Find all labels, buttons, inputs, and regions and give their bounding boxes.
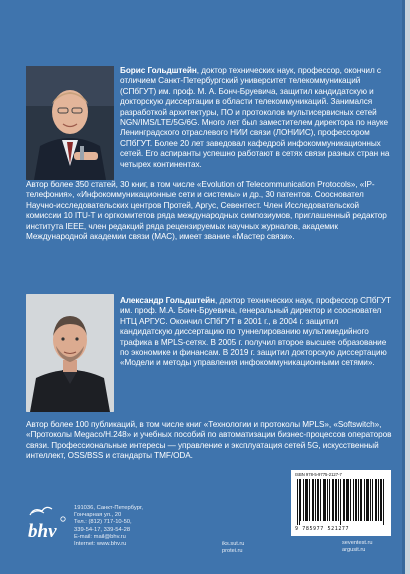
barcode-bar	[378, 479, 379, 521]
address-line: Internet: www.bhv.ru	[74, 541, 127, 548]
barcode-bar	[306, 479, 307, 521]
barcode-bar	[375, 479, 376, 521]
barcode-bar	[299, 479, 300, 525]
author2-bio-bottom	[26, 420, 392, 462]
barcode-digits: 9 785977 521277	[295, 526, 350, 532]
author2-bio-top	[120, 296, 392, 369]
barcode-bar	[356, 479, 357, 521]
address-line: 339-54-17, 339-54-28	[74, 526, 131, 533]
barcode-bar	[303, 479, 304, 521]
barcode-bar	[315, 479, 316, 521]
barcode-bar	[344, 479, 345, 521]
barcode-bar	[336, 479, 337, 521]
bhv-logo-text: bhv	[28, 521, 57, 542]
sites-middle	[222, 541, 244, 555]
barcode-bar	[346, 479, 347, 521]
author1-bio-bottom	[26, 180, 392, 242]
barcode-bar	[313, 479, 314, 521]
isbn-label: ISBN 978-5-9775-2127-7	[295, 472, 342, 477]
barcode-bar	[332, 479, 333, 521]
barcode-bar	[333, 479, 334, 521]
author2-photo	[26, 294, 114, 412]
barcode-bars	[297, 479, 385, 525]
barcode-bar	[307, 479, 308, 521]
barcode-bar	[347, 479, 348, 521]
isbn-barcode	[291, 470, 391, 536]
site-link[interactable]: seventest.ru	[342, 540, 373, 546]
barcode-bar	[320, 479, 321, 521]
address-line: E-mail: mail@bhv.ru	[74, 533, 126, 540]
barcode-bar	[350, 479, 351, 521]
barcode-bar	[324, 479, 325, 521]
barcode-bar	[312, 479, 313, 521]
barcode-bar	[366, 479, 367, 521]
barcode-bar	[340, 479, 341, 525]
barcode-bar	[380, 479, 381, 521]
barcode-bar	[329, 479, 330, 521]
barcode-bar	[318, 479, 319, 521]
barcode-bar	[360, 479, 361, 521]
barcode-bar	[370, 479, 371, 521]
publisher-address	[74, 505, 143, 548]
author1-bio-top	[120, 66, 392, 170]
barcode-bar	[305, 479, 306, 521]
bhv-logo	[26, 505, 70, 543]
barcode-bar	[317, 479, 318, 521]
barcode-bar	[367, 479, 368, 521]
author1-photo	[26, 66, 114, 180]
barcode-bar	[353, 479, 354, 521]
author2-name: Александр Гольдштейн	[120, 296, 216, 305]
barcode-bar	[383, 479, 384, 525]
barcode-bar	[297, 479, 298, 525]
barcode-bar	[372, 479, 373, 521]
barcode-bar	[325, 479, 326, 521]
barcode-bar	[364, 479, 365, 521]
barcode-bar	[355, 479, 356, 521]
address-line: 191036, Санкт-Петербург,	[74, 505, 143, 511]
author2-bio-text2: Автор более 100 публикаций, в том числе книг «Технологии и протоколы MPLS», «Softswitch», «Протоколы Megaco/H.248» и учебных пособий по автоматизации бизнес-процессов операторов связи. Профессиональные интересы — управление и эксплуатация сетей 5G, искусственный интеллект, OSS/BSS и стандарты TMF/ODA.	[26, 420, 392, 461]
address-line: Гончарная ул., 20	[74, 512, 122, 519]
barcode-bar	[309, 479, 310, 521]
site-link[interactable]: argusit.ru	[342, 547, 366, 554]
barcode-bar	[358, 479, 359, 521]
barcode-bar	[368, 479, 369, 521]
sites-right	[342, 540, 372, 554]
barcode-bar	[376, 479, 377, 521]
barcode-bar	[300, 479, 301, 521]
barcode-bar	[361, 479, 362, 521]
barcode-bar	[338, 479, 339, 521]
author1-bio-text2: Автор более 350 статей, 30 книг, в том числе «Evolution of Telecommunication Protocols», «IP-телефония», «Инфокоммуникационные сети и системы» и др., 30 патентов. Соосновател Научно-исследовательских центров Протей, Аргус, Севентест. Член Исследовательской комиссии 10 ITU-T и оргкомитетов ряда международных симпозиумов, приглашенный редактор института IEEE, член редакций ряда рецензируемых научных журналов, академик Международной академии связи (МАС), имеет звание «Мастер связи».	[26, 180, 387, 242]
author2-bio-text1: , доктор технических наук, профессор СПбГУТ им. проф. М.А. Бонч-Бруевича, генеральный директор и соосновател НТЦ АРГУС. Окончил СПбГУТ в 2001 г., в 2004 г. защитил кандидатскую диссертацию по туннелированию мультимедийного трафика в MPLS-сетях. В 2005 г. получил второе высшее образование по экономике и финансам. В 2019 г. защитил докторскую диссертацию «Модели и методы управления инфокоммуникационными сетями».	[120, 296, 391, 368]
site-link[interactable]: protei.ru	[222, 548, 243, 555]
author1-bio-text1: , доктор технических наук, профессор, окончил с отличием Санкт-Петербургский университет телекоммуникаций (СПбГУТ) им. проф. М. А. Бонч-Бруевича, защитил кандидатскую и докторскую диссертации в области телекоммуникаций. Занимался разработкой архитектуры, ПО и протоколов мультисервисных сетей NGN/IMS/LTE/5G/6G. Много лет был заместителем директора по науке Ленинградского отраслевого НИИ связи (ЛОНИИС), профессором СПбГУТ. Более 20 лет заведовал кафедрой инфокоммуникационных сетей. Его аспиранты успешно работают в сетях связи разных стран на четырех континентах.	[120, 66, 390, 169]
site-link[interactable]: iks.sut.ru	[222, 541, 245, 547]
barcode-bar	[335, 479, 336, 521]
author1-name: Борис Гольдштейн	[120, 66, 197, 75]
barcode-bar	[381, 479, 382, 521]
barcode-bar	[327, 479, 328, 521]
barcode-bar	[343, 479, 344, 521]
barcode-bar	[348, 479, 349, 521]
address-line: Тел.: (812) 717-10-50,	[74, 519, 132, 526]
barcode-bar	[323, 479, 324, 521]
spine-edge	[405, 0, 410, 574]
